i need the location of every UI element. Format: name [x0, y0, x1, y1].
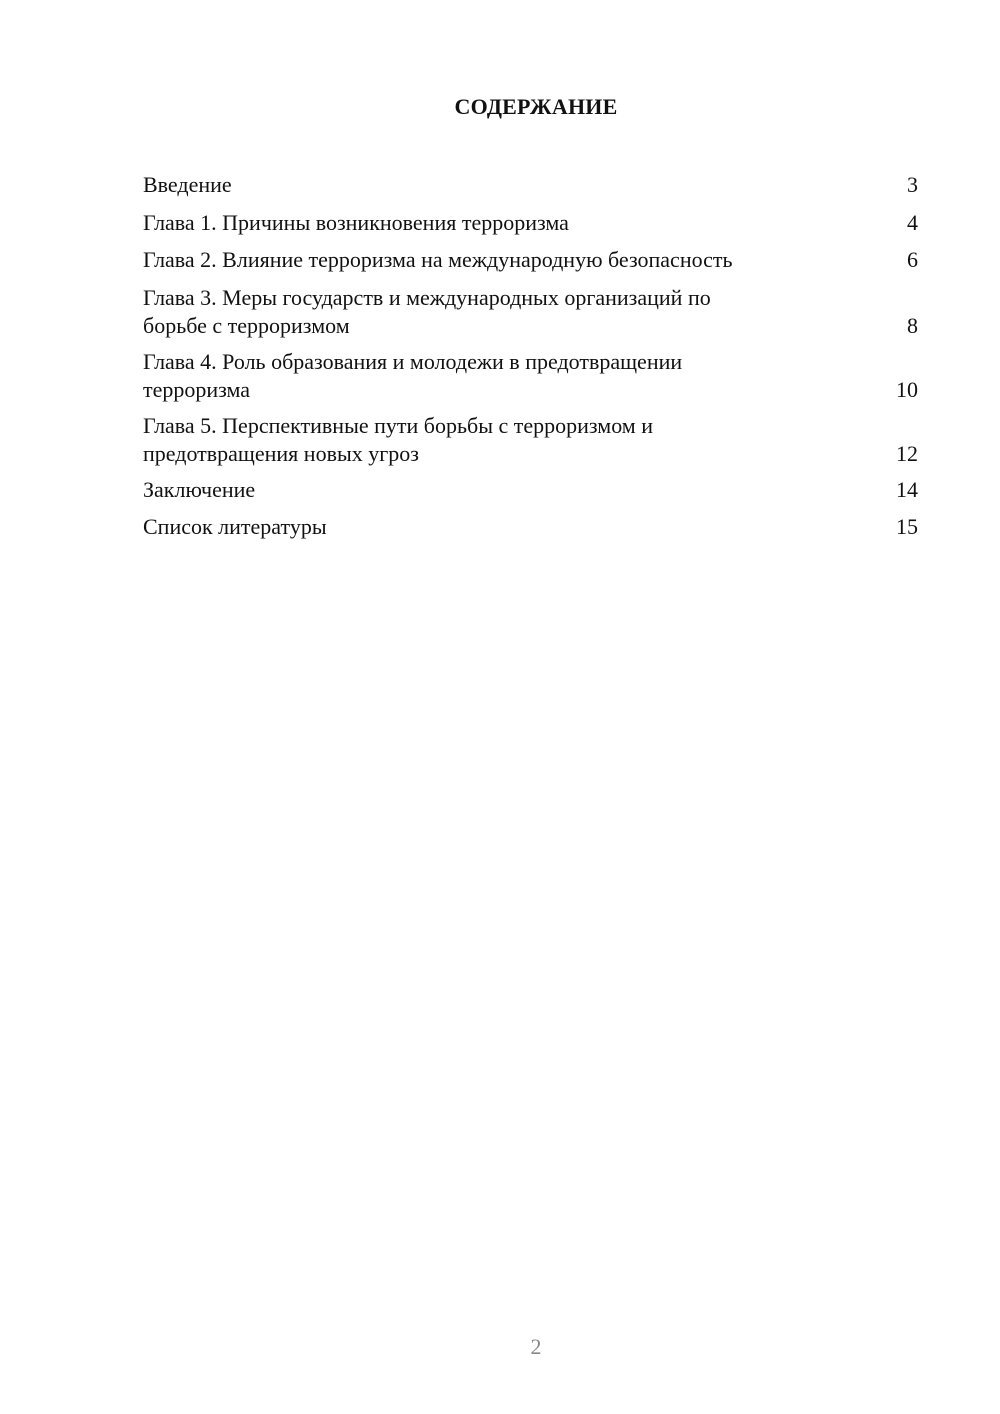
page-number: 2	[530, 1334, 542, 1359]
toc-entry-page: 4	[907, 209, 918, 235]
toc-entry-page: 12	[896, 440, 918, 466]
toc-entry-label: Глава 4. Роль образования и молодежи в предотвращении терроризма	[143, 348, 683, 402]
toc-entry-references[interactable]	[143, 513, 918, 541]
toc-entry-label: Глава 5. Перспективные пути борьбы с терроризмом и предотвращения новых угроз	[143, 412, 653, 466]
toc-entry-page: 15	[896, 514, 918, 539]
toc-entry-introduction[interactable]	[143, 171, 918, 199]
toc-entry-label: Глава 2. Влияние терроризма на международную безопасность	[143, 247, 733, 272]
toc-entry-chapter-5[interactable]	[143, 412, 918, 468]
toc-entry-page: 8	[907, 312, 918, 338]
toc-entry-label: Глава 3. Меры государств и международных организаций по борьбе с терроризмом	[143, 284, 711, 338]
toc-entry-chapter-4[interactable]	[143, 348, 918, 404]
toc-entry-label: Список литературы	[143, 514, 327, 539]
toc-entry-label: Введение	[143, 172, 232, 197]
toc-entry-conclusion[interactable]	[143, 476, 918, 504]
page-title: СОДЕРЖАНИЕ	[454, 94, 618, 119]
toc-entry-label: Глава 1. Причины возникновения терроризма	[143, 209, 569, 235]
toc-entry-page: 14	[896, 476, 918, 502]
toc-entry-page: 10	[896, 376, 918, 402]
toc-entry-chapter-2[interactable]	[143, 246, 918, 274]
toc-entry-chapter-1[interactable]	[143, 209, 918, 237]
table-of-contents	[143, 171, 918, 551]
toc-entry-page: 3	[907, 172, 918, 197]
toc-entry-label: Заключение	[143, 476, 256, 502]
toc-entry-chapter-3[interactable]	[143, 284, 918, 340]
toc-entry-page: 6	[907, 247, 918, 272]
